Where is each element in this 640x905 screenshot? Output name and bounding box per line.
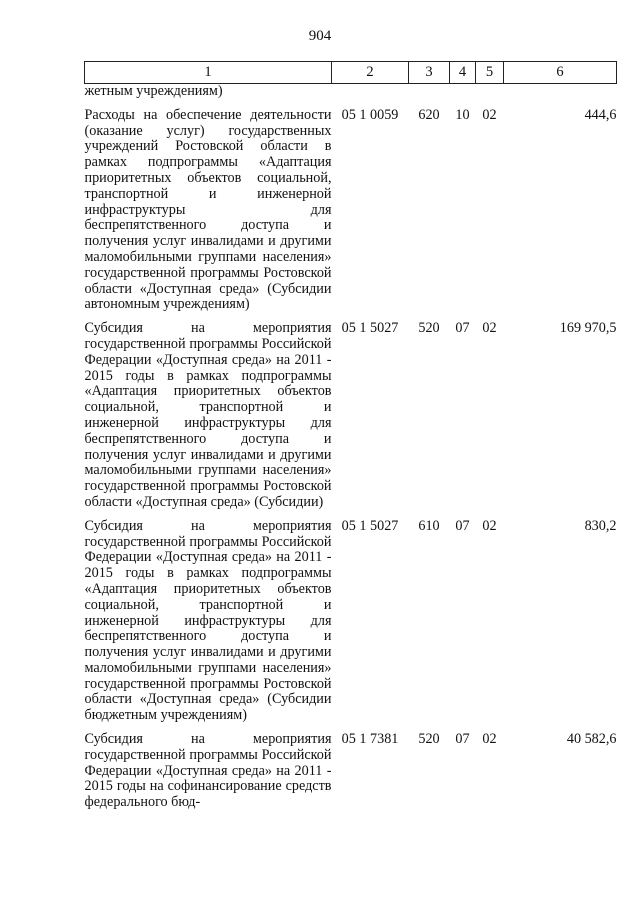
continuation-text: жетным учреждениям)	[84, 83, 223, 99]
header-row	[85, 62, 617, 84]
row-subsection: 02	[482, 517, 497, 534]
column-header-5: 5	[476, 62, 504, 84]
row-section: 10	[455, 106, 470, 123]
row-description: Субсидия на мероприятия государственной программы Российской Федерации «Доступная среда» на 2011 - 2015 годы в рамках подпрограммы «Адаптация приоритетных объектов социальной, транспортной и инженерной инфраструктуры для беспрепятственного доступа и получения услуг инвалидами и другими маломобильными группами населения» государственной программы Ростовской области «Доступная среда» (Субсидии)	[84, 320, 332, 510]
budget-table	[84, 61, 617, 819]
row-subsection: 02	[482, 106, 497, 123]
page-number: 904	[308, 28, 332, 44]
row-target-code: 05 1 0059	[341, 106, 399, 123]
row-target-code: 05 1 5027	[341, 517, 399, 534]
column-header-3: 3	[409, 62, 450, 84]
row-expense-type: 520	[418, 320, 440, 337]
row-expense-type: 620	[418, 106, 440, 123]
row-subsection: 02	[482, 731, 497, 748]
table-row	[85, 108, 617, 321]
row-description: Субсидия на мероприятия государственной программы Российской Федерации «Доступная среда» на 2011 - 2015 годы на софинансирование средств федерального бюд-	[84, 731, 332, 811]
row-target-code: 05 1 5027	[341, 320, 399, 337]
row-description: Субсидия на мероприятия государственной программы Российской Федерации «Доступная среда» на 2011 - 2015 годы в рамках подпрограммы «Адаптация приоритетных объектов социальной, транспортной и инженерной инфраструктуры для беспрепятственного доступа и получения услуг инвалидами и другими маломобильными группами населения» государственной программы Ростовской области «Доступная среда» (Субсидии бюджетным учреждениям)	[84, 517, 332, 724]
row-amount: 169 970,5	[559, 320, 617, 337]
column-header-2: 2	[332, 62, 409, 84]
row-section: 07	[455, 731, 470, 748]
row-amount: 830,2	[584, 517, 617, 534]
row-expense-type: 520	[418, 731, 440, 748]
column-header-6: 6	[504, 62, 617, 84]
table-row	[85, 519, 617, 732]
row-expense-type: 610	[418, 517, 440, 534]
row-amount: 444,6	[584, 106, 617, 123]
column-header-4: 4	[450, 62, 476, 84]
column-header-1: 1	[85, 62, 332, 84]
row-subsection: 02	[482, 320, 497, 337]
row-section: 07	[455, 320, 470, 337]
row-section: 07	[455, 517, 470, 534]
table-row	[85, 321, 617, 519]
table-row	[85, 732, 617, 819]
row-description: Расходы на обеспечение деятельности (оказание услуг) государственных учреждений Ростовской области в рамках подпрограммы «Адаптация приоритетных объектов социальной, транспортной и инженерной инфраструктуры для беспрепятственного доступа и получения услуг инвалидами и другими маломобильными группами населения» государственной программы Ростовской области «Доступная среда» (Субсидии автономным учреждениям)	[84, 106, 332, 313]
row-target-code: 05 1 7381	[341, 731, 399, 748]
continuation-row	[85, 84, 617, 108]
row-amount: 40 582,6	[566, 731, 617, 748]
